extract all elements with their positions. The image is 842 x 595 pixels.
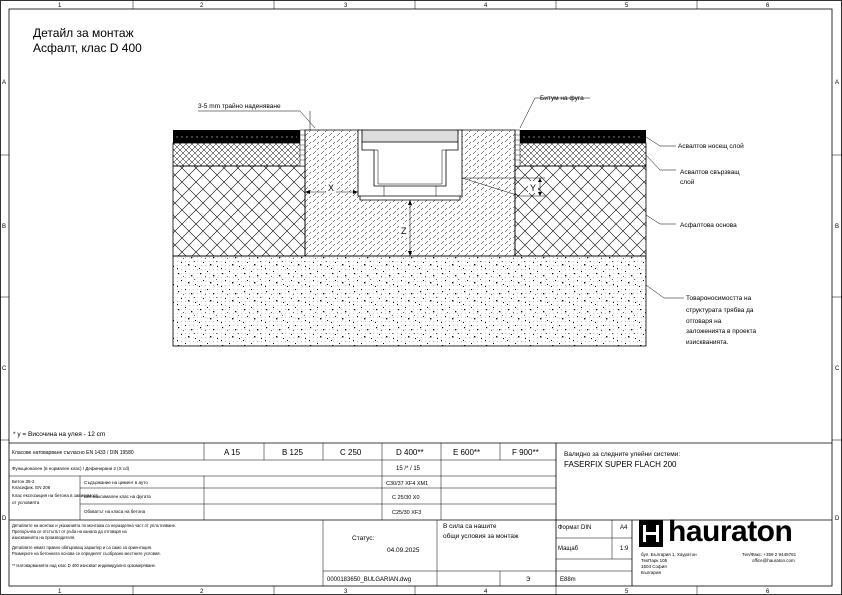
frame-number-1: 1 (58, 3, 62, 9)
asphalt-binder-left (173, 143, 305, 166)
binder-course-label-1: Асвалтов свързващ (680, 169, 740, 176)
asphalt-wearing-right (520, 130, 646, 143)
frame-letter-c: C (2, 366, 7, 372)
soil-note-4: заложенията в проекта (686, 328, 757, 335)
footnote: * y = Височина на улея - 12 cm (13, 431, 106, 438)
asphalt-base-right (515, 166, 646, 256)
asphalt-base-left (173, 166, 305, 256)
frame-number-bottom-6: 6 (766, 589, 770, 595)
frame-number-bottom-3: 3 (344, 589, 348, 595)
soil-note-5: изискванията. (686, 339, 729, 346)
terms-note-1: В сила са нашите (443, 523, 497, 530)
grating-cover (362, 130, 458, 142)
terms-note-2: общи условия за монтаж (443, 533, 519, 540)
load-class-a15: A 15 (224, 448, 241, 457)
valid-for-label: Валидно за следните улейни системи: (564, 451, 681, 458)
product-name: FASERFIX SUPER FLACH 200 (564, 460, 677, 469)
concrete-label-a: Бетон 35-2 (12, 479, 35, 484)
format-value: A4 (620, 525, 628, 531)
concrete-class-2: C 25/30 X0 (392, 495, 420, 501)
concrete-label-c: Клас експозиция на бетона в зависимост (12, 493, 98, 498)
load-class-f900: F 900** (512, 448, 539, 457)
company-email: office@hauraton.com (752, 558, 795, 563)
load-class-c250: C 250 (340, 448, 362, 457)
company-address-4: България (641, 570, 661, 575)
status-label: Статус: (352, 535, 375, 542)
frame-number-2: 2 (200, 3, 204, 9)
note-2: Препоръчва се отстъпът от ръба на канала да отговаря на (12, 529, 127, 534)
dimension-y-label: Y (530, 183, 537, 193)
bitumen-joint-note: Битум на фуга (540, 95, 584, 102)
author-code: E88m (560, 577, 576, 583)
scale-label: Мащаб (558, 546, 579, 552)
frame-number-3: 3 (344, 3, 348, 9)
frame-letter-b-right: B (835, 224, 840, 230)
function-row-value: 15 /* / 15 (396, 466, 421, 472)
concrete-sub-1: Съдържание на цимент в ауто (84, 480, 148, 485)
load-class-d400: D 400** (396, 448, 424, 457)
load-class-label: Класове натоварване съгласно EN 1433 / DIN 19580 (12, 450, 134, 456)
frame-letter-b: B (2, 224, 7, 230)
asphalt-base-label: Асфалтова основа (680, 222, 737, 229)
asphalt-binder-right (515, 143, 646, 166)
concrete-class-3: C25/30 XF3 (392, 510, 422, 516)
load-class-b125: B 125 (282, 448, 303, 457)
frame-number-bottom-2: 2 (200, 589, 204, 595)
revision-index: Э (526, 577, 531, 583)
company-phone: Тел/Факс: +359 2 9448761 (742, 552, 797, 557)
cross-section (173, 130, 646, 346)
soil-note-1: Товароносимостта на (686, 295, 752, 302)
frame-letter-d-right: D (835, 516, 840, 522)
company-address-2: ТехПарк 105 (641, 558, 668, 563)
frame-letter-d: D (2, 516, 7, 522)
binder-course-label-2: слой (680, 179, 695, 186)
drawing-subtitle: Асфалт, клас D 400 (33, 41, 142, 55)
note-5: Размерите на бетонната основа се определят съобразно местните условия. (12, 551, 161, 556)
soil-note-3: отговаря на (686, 318, 722, 325)
drawing-title: Детайл за монтаж (33, 26, 134, 40)
file-name: 0000183650_BULGARIAN.dwg (327, 577, 412, 583)
company-address-1: бул. България 1, Хаурaтон (641, 552, 697, 557)
note-6: ** Натоварванията над клас D 400 изискват индивидуално оразмеряване. (12, 563, 157, 568)
hauraton-logo-icon (639, 520, 663, 547)
frame-letter-a: A (2, 80, 7, 86)
frame-number-bottom-4: 4 (484, 589, 488, 595)
concrete-sub-3: Обхватът на класа на бетона (84, 509, 146, 514)
frame-letter-a-right: A (835, 80, 840, 86)
company-logo-wordmark: hauraton (668, 515, 793, 548)
scale-value: 1:9 (620, 546, 629, 552)
frame-number-6: 6 (766, 3, 770, 9)
asphalt-wearing-left (173, 130, 300, 143)
frame-number-bottom-5: 5 (625, 589, 629, 595)
concrete-class-1: C30/37 XF4 XM1 (386, 481, 429, 487)
frame-number-4: 4 (484, 3, 488, 9)
company-address-3: 1504 София (641, 564, 667, 569)
function-row-label: Функционален (в нормален клас) / Дефинирани 2 (X cd) (12, 466, 130, 471)
frame-number-5: 5 (625, 3, 629, 9)
dimension-x-label: X (328, 183, 335, 193)
note-3: изискванията на производителя. (12, 535, 76, 540)
note-1: Детайлите на монтаж и указанията по монтажа са неразделна част от уплътняване. (12, 523, 177, 528)
frame-letter-c-right: C (835, 366, 840, 372)
wearing-course-label: Асвалтов носещ слой (678, 143, 744, 150)
seal-joint-note: 3-5 mm трайно наденяване (198, 103, 281, 110)
dimension-z-label: Z (401, 226, 407, 236)
load-class-e600: E 600** (453, 448, 481, 457)
concrete-sub-2: Без максимален клас на фугата (84, 494, 151, 499)
drawing-date: 04.09.2025 (387, 547, 420, 554)
frame-number-bottom-1: 1 (58, 589, 62, 595)
concrete-label-d: от условията (12, 500, 40, 505)
format-label: Формат DIN (558, 525, 592, 531)
note-4: Детайлите нямат правно обвързващ характер и са само за ориентация. (12, 545, 153, 550)
soil-note-2: структурата трябва да (686, 307, 754, 314)
concrete-label-b: Класифик. EN 206 (12, 485, 51, 490)
